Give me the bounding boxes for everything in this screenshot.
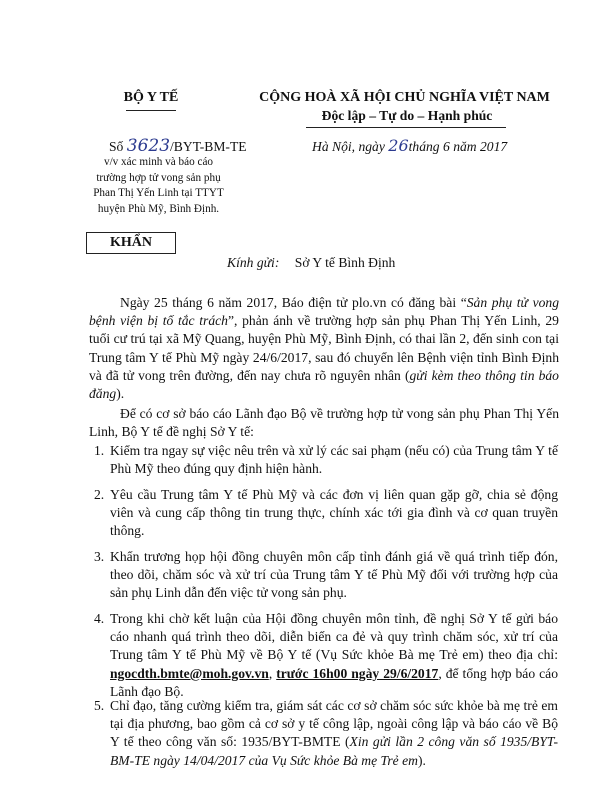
deadline: trước 16h00 ngày 29/6/2017 xyxy=(276,665,439,681)
list-item xyxy=(94,442,558,478)
date-prefix: Hà Nội, ngày xyxy=(312,139,385,154)
list-item-number: 2. xyxy=(94,487,105,502)
urgent-stamp: KHẨN xyxy=(86,232,176,254)
number-prefix: Số xyxy=(109,139,124,154)
para1-text-c: ). xyxy=(116,386,125,402)
resend-note: Xin gửi lần 2 công văn số 1935/BYT-BM-TE ngày 14/04/2017 của Vụ Sức khỏe Bà mẹ Trẻ em xyxy=(110,734,558,768)
list-item-text: Yêu cầu Trung tâm Y tế Phù Mỹ và các đơn vị liên quan gặp gỡ, chia sẻ động viên và cung cấp thông tin trung thực, chính xác tới gia đình và cơ quan truyền thông. xyxy=(110,487,558,539)
list-item-number: 4. xyxy=(94,611,105,626)
list-item-number: 5. xyxy=(94,698,105,713)
number-handwritten: 3623 xyxy=(126,136,171,156)
recipient-name: Sở Y tế Bình Định xyxy=(294,255,396,270)
motto-underline xyxy=(306,127,506,128)
date-rest: tháng 6 năm 2017 xyxy=(408,139,508,154)
attachment-note: gửi kèm theo thông tin báo đăng xyxy=(89,367,559,402)
article-title: Sản phụ tử vong bệnh viện bị tố tắc trách xyxy=(89,295,559,329)
date-line xyxy=(312,136,507,155)
list-item-number: 1. xyxy=(94,443,105,458)
list-item-text: Chỉ đạo, tăng cường kiểm tra, giám sát các cơ sở chăm sóc sức khỏe bà mẹ trẻ em tại địa phương, bao gồm cả cơ sở y tế công lập, ngoài công lập và báo cáo về Bộ Y tế theo công văn số: 1935/BYT-BMTE ( xyxy=(110,698,558,750)
nation-title: CỘNG HOÀ XÃ HỘI CHỦ NGHĨA VIỆT NAM xyxy=(259,90,550,105)
list-item-text: Kiểm tra ngay sự việc nêu trên và xử lý các sai phạm (nếu có) của Trung tâm Y tế Phù Mỹ theo đúng quy định hiện hành. xyxy=(110,443,558,477)
list-item xyxy=(94,548,558,603)
subject-line: v/v xác minh và báo cáo trường hợp tử vong sản phụ Phan Thị Yến Linh tại TTYT huyện Phù Mỹ, Bình Định. xyxy=(93,156,224,215)
list-item xyxy=(94,610,558,701)
para1-text-a: Ngày 25 tháng 6 năm 2017, Báo điện tử plo.vn có đăng bài “ xyxy=(120,295,467,310)
paragraph-request: Để có cơ sở báo cáo Lãnh đạo Bộ về trường hợp tử vong sản phụ Phan Thị Yến Linh, Bộ Y tế đề nghị Sở Y tế: xyxy=(89,406,559,440)
list-item-text: Trong khi chờ kết luận của Hội đồng chuyên môn tỉnh, đề nghị Sở Y tế gửi báo cáo nhanh quá trình theo dõi, diễn biến ca đẻ và quy trình chăm sóc, xử trí của Trung tâm Y tế Phù Mỹ về Bộ Y tế (Vụ Sức khỏe Bà mẹ Trẻ em) theo địa chỉ: xyxy=(110,611,558,663)
ministry-underline xyxy=(126,110,176,111)
number-suffix: /BYT-BM-TE xyxy=(170,139,247,154)
para1-text-b: ”, phản ánh về trường hợp sản phụ Phan Thị Yến Linh, 29 tuổi cư trú tại xã Mỹ Quang, huyện Phù Mỹ, Bình Định, có thai lần 2, đến sinh con tại Trung tâm Y tế Phù Mỹ ngày 24/6/2017, sau đó chuyển lên Bệnh viện tỉnh Bình Định và đã tử vong trên đường, đến nay chưa rõ nguyên nhân ( xyxy=(89,313,559,383)
ministry-name: BỘ Y TẾ xyxy=(123,90,179,105)
document-number xyxy=(109,136,247,156)
list-item-text-end: ). xyxy=(417,752,426,768)
list-item xyxy=(94,697,558,770)
recipient-line xyxy=(227,255,395,271)
list-item-text: Khẩn trương họp hội đồng chuyên môn cấp tỉnh đánh giá về quá trình tiếp đón, theo dõi, chăm sóc và xử trí của Trung tâm Y tế Phù Mỹ đối với trường hợp của sản phụ Linh dẫn đến việc tử vong sản phụ. xyxy=(110,549,558,601)
paragraph-intro xyxy=(89,294,559,403)
list-item-number: 3. xyxy=(94,549,105,564)
email-address[interactable]: ngocdth.bmte@moh.gov.vn xyxy=(110,665,269,681)
date-day-handwritten: 26 xyxy=(388,136,409,155)
list-item xyxy=(94,486,558,541)
motto: Độc lập – Tự do – Hạnh phúc xyxy=(321,108,493,123)
separator: , xyxy=(268,665,277,681)
recipient-label: Kính gửi: xyxy=(227,255,280,270)
list-item-text-end: , để tổng hợp báo cáo Lãnh đạo Bộ. xyxy=(110,665,558,699)
